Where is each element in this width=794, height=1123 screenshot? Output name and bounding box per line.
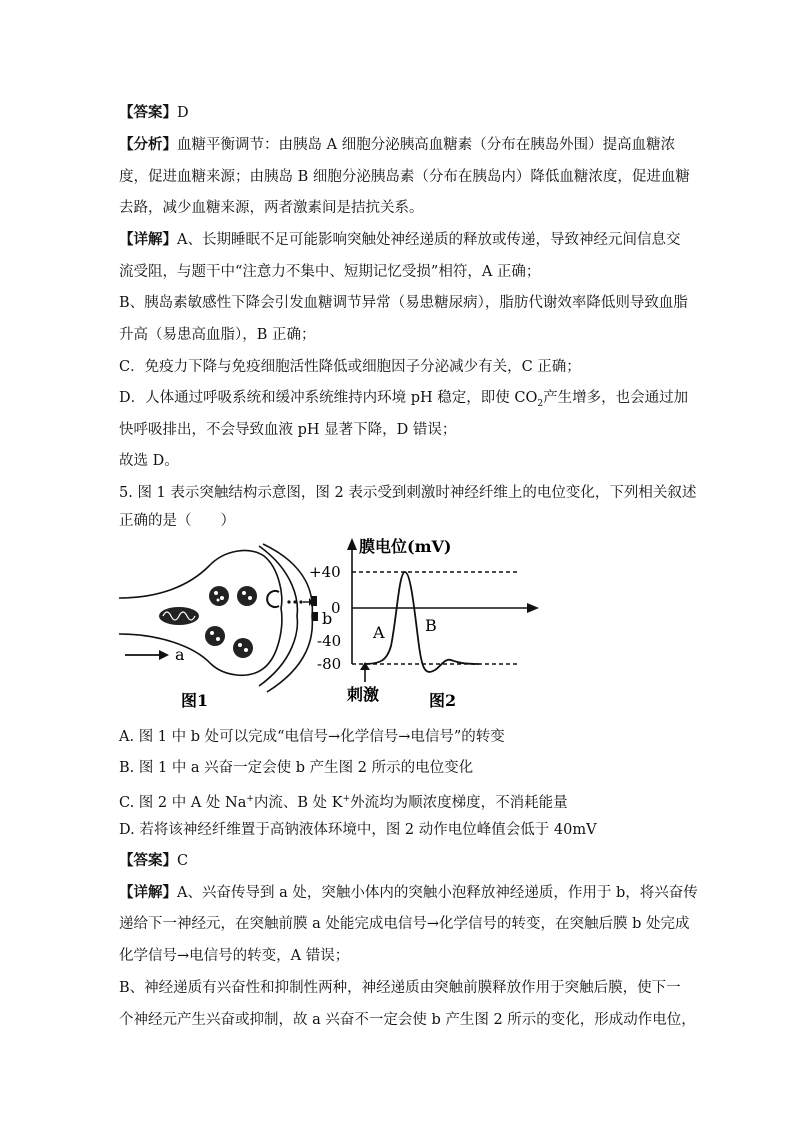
detail1-line-6b: 产生增多，也会通过加 bbox=[543, 390, 689, 406]
question5-line-1: 5. 图 1 表示突触结构示意图，图 2 表示受到刺激时神经纤维上的电位变化，下列相关叙述 bbox=[119, 485, 697, 501]
answer-line-2 bbox=[119, 851, 188, 871]
figure2-tick-0: 0 bbox=[331, 599, 341, 617]
figure2-label-B: B bbox=[425, 616, 437, 635]
figure2-tick-minus80: -80 bbox=[317, 655, 342, 673]
detail-text: A、长期睡眠不足可能影响突触处神经递质的释放或传递，导致神经元间信息交 bbox=[177, 232, 681, 248]
figure-svg bbox=[119, 536, 559, 716]
detail-tag: 【详解】 bbox=[119, 231, 177, 248]
detail1-line-7: 快呼吸排出，不会导致血液 pH 显著下降，D 错误； bbox=[119, 422, 457, 438]
figure2-potential-chart bbox=[309, 537, 539, 710]
option-c bbox=[119, 789, 568, 813]
figure1-label-b: b bbox=[322, 609, 333, 628]
option-d: D. 若将该神经纤维置于高钠液体环境中，图 2 动作电位峰值会低于 40mV bbox=[119, 822, 597, 838]
option-c-part1: C. 图 2 中 A 处 Na bbox=[119, 794, 247, 811]
analysis-line-1 bbox=[119, 135, 675, 155]
figure2-action-potential-curve bbox=[364, 572, 479, 672]
figure2-y-axis-arrow bbox=[347, 538, 357, 550]
figure1-synapse bbox=[119, 544, 312, 692]
option-c-part2: 内流、B 处 K bbox=[253, 794, 343, 811]
figure2-label-A: A bbox=[373, 623, 385, 642]
analysis-line-2: 度，促进血糖来源；由胰岛 B 细胞分泌胰岛素（分布在胰岛内）降低血糖浓度，促进血糖 bbox=[119, 169, 690, 185]
figure1-caption: 图1 bbox=[181, 691, 209, 710]
co2-subscript: 2 bbox=[537, 398, 544, 409]
mitochondrion-icon bbox=[159, 607, 199, 625]
detail1-line-1 bbox=[119, 230, 680, 250]
detail1-line-3: B、胰岛素敏感性下降会引发血糖调节异常（易患糖尿病），脂肪代谢效率降低则导致血脂 bbox=[119, 295, 688, 311]
answer-tag: 【答案】 bbox=[119, 852, 177, 869]
detail2-line-5: 个神经元产生兴奋或抑制，故 a 兴奋不一定会使 b 产生图 2 所示的变化，形成动作电位， bbox=[119, 1012, 696, 1028]
detail1-line-6 bbox=[119, 388, 688, 414]
figure2-caption: 图2 bbox=[429, 691, 457, 710]
analysis-text: 血糖平衡调节：由胰岛 A 细胞分泌胰高血糖素（分布在胰岛外围）提高血糖浓 bbox=[177, 137, 676, 153]
detail2-line-2: 递给下一神经元，在突触前膜 a 处能完成电信号→化学信号的转变，在突触后膜 b 处完成 bbox=[119, 916, 690, 932]
figure1-label-a: a bbox=[175, 645, 185, 664]
detail1-line-8: 故选 D。 bbox=[119, 453, 179, 469]
answer-value: C bbox=[177, 853, 189, 869]
question5-line-2: 正确的是（ ） bbox=[119, 513, 235, 529]
figure1-arrow-a bbox=[125, 650, 169, 660]
answer-line-1 bbox=[119, 103, 189, 123]
option-b: B. 图 1 中 a 兴奋一定会使 b 产生图 2 所示的电位变化 bbox=[119, 760, 474, 776]
detail1-line-5: C．免疫力下降与免疫细胞活性降低或细胞因子分泌减少有关，C 正确； bbox=[119, 359, 581, 375]
detail2-line-1 bbox=[119, 883, 698, 903]
figure2-stimulus-label: 刺激 bbox=[347, 685, 380, 704]
answer-value: D bbox=[177, 105, 189, 121]
detail-text: A、兴奋传导到 a 处，突触小体内的突触小泡释放神经递质，作用于 b，将兴奋传 bbox=[177, 885, 698, 901]
k-superscript: + bbox=[342, 794, 351, 804]
option-c-part3: 外流均为顺浓度梯度，不消耗能量 bbox=[350, 794, 568, 811]
detail-tag: 【详解】 bbox=[119, 884, 177, 901]
figure2-tick-minus40: -40 bbox=[317, 632, 342, 650]
detail2-line-3: 化学信号→电信号的转变，A 错误； bbox=[119, 948, 350, 964]
na-superscript: + bbox=[246, 794, 254, 804]
detail1-line-2: 流受阻，与题干中“注意力不集中、短期记忆受损”相符，A 正确； bbox=[119, 264, 541, 280]
analysis-tag: 【分析】 bbox=[119, 136, 177, 153]
figure2-x-axis-arrow bbox=[527, 603, 539, 613]
detail1-line-4: 升高（易患高血脂），B 正确； bbox=[119, 327, 316, 343]
detail2-line-4: B、神经递质有兴奋性和抑制性两种，神经递质由突触前膜释放作用于突触后膜，使下一 bbox=[119, 980, 681, 996]
analysis-line-3: 去路，减少血糖来源，两者激素间是拮抗关系。 bbox=[119, 200, 424, 216]
option-a: A. 图 1 中 b 处可以完成“电信号→化学信号→电信号”的转变 bbox=[119, 729, 505, 745]
figure-synapse-and-potential bbox=[119, 536, 559, 716]
detail1-line-6a: D．人体通过呼吸系统和缓冲系统维持内环境 pH 稳定，即使 CO bbox=[119, 390, 538, 406]
figure2-y-label: 膜电位(mV) bbox=[359, 537, 452, 556]
figure2-tick-plus40: +40 bbox=[309, 563, 341, 581]
answer-tag: 【答案】 bbox=[119, 104, 177, 121]
